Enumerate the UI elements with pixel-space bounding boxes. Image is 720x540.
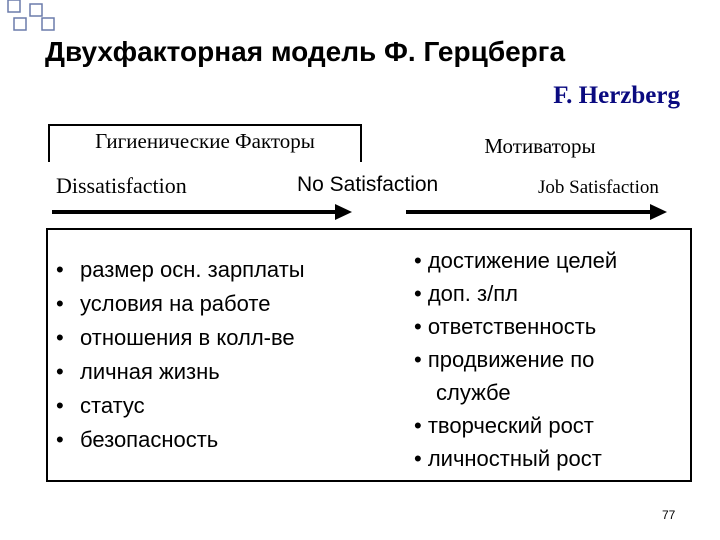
- hygiene-header: Гигиенические Факторы: [48, 124, 362, 162]
- motivators-header: Мотиваторы: [484, 134, 596, 158]
- motivator-line: • продвижение по: [414, 347, 595, 372]
- motivators-list: [414, 244, 684, 475]
- motivator-line: • ответственность: [414, 314, 597, 339]
- hygiene-item: • отношения в колл-ве: [56, 323, 305, 357]
- right-arrow: [406, 204, 667, 220]
- hygiene-item: • личная жизнь: [56, 357, 305, 391]
- page-title: Двухфакторная модель Ф. Герцберга: [45, 36, 566, 67]
- motivator-line: • достижение целей: [414, 248, 618, 273]
- hygiene-item: • размер осн. зарплаты: [56, 255, 305, 289]
- motivator-line: • доп. з/пл: [414, 281, 518, 306]
- no-satisfaction-label: No Satisfaction: [297, 173, 439, 196]
- hygiene-item: • условия на работе: [56, 289, 305, 323]
- page-subtitle: F. Herzberg: [553, 82, 680, 109]
- motivator-line: службе: [436, 380, 511, 405]
- hygiene-item: • безопасность: [56, 425, 305, 459]
- page-number: 77: [662, 508, 676, 522]
- hygiene-item: • статус: [56, 391, 305, 425]
- dissatisfaction-label: Dissatisfaction: [56, 173, 187, 198]
- job-satisfaction-label: Job Satisfaction: [538, 177, 659, 198]
- hygiene-list: [56, 255, 305, 459]
- left-arrow: [52, 204, 352, 220]
- motivator-line: • творческий рост: [414, 413, 594, 438]
- motivator-line: • личностный рост: [414, 446, 602, 471]
